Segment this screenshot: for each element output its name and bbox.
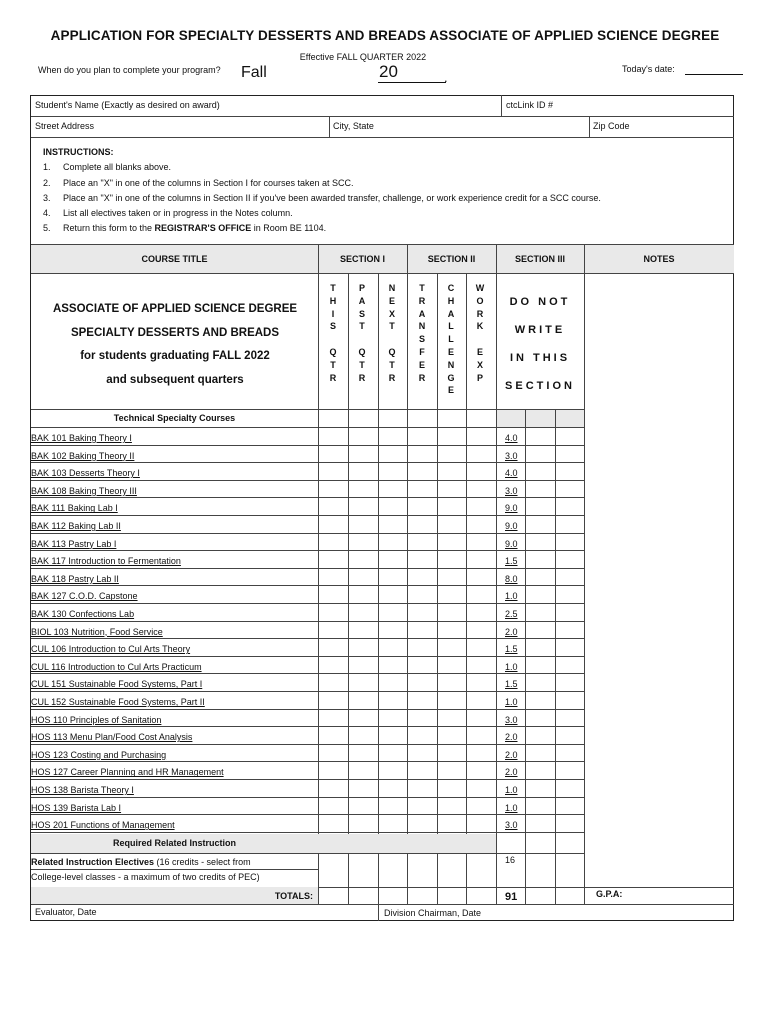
course-credits: 2.0 <box>505 749 518 760</box>
instruction-item: 3. Place an "X" in one of the columns in Section II if you've been awarded transfer, challenge, or work experience credit for a SCC course. <box>43 192 601 203</box>
divider <box>501 95 502 116</box>
year-underline <box>378 82 446 83</box>
course-title: BAK 101 Baking Theory I <box>31 433 132 443</box>
course-title: BAK 112 Baking Lab II <box>31 521 121 531</box>
section-1-header: SECTION I <box>339 254 385 264</box>
course-credits: 3.0 <box>505 450 518 461</box>
course-credits: 4.0 <box>505 468 518 479</box>
grid-line <box>31 744 585 745</box>
grid-line <box>31 427 585 428</box>
completion-quarter-value[interactable]: Fall <box>241 64 267 81</box>
year-dot: . <box>444 70 448 85</box>
grid-line <box>31 497 585 498</box>
related-instruction-heading: Required Related Instruction <box>112 838 237 848</box>
grid-line <box>31 550 585 551</box>
course-credits: 1.0 <box>505 591 518 602</box>
ctclink-id-field[interactable]: ctcLink ID # <box>506 100 554 110</box>
grid-line <box>407 244 408 904</box>
column-header-letters: N E X T Q T R <box>388 283 396 383</box>
course-credits: 9.0 <box>505 503 518 514</box>
course-title: BAK 117 Introduction to Fermentation <box>31 556 181 567</box>
todays-date-field[interactable] <box>685 74 743 75</box>
course-credits: 9.0 <box>505 521 518 531</box>
instruction-item: 1. Complete all blanks above. <box>43 162 172 173</box>
course-credits: 4.0 <box>505 433 518 443</box>
grid-line <box>584 244 585 904</box>
course-credits: 2.0 <box>505 626 518 637</box>
grid-line <box>31 709 585 710</box>
column-header-letters: T H I S Q T R <box>329 283 337 383</box>
completion-year-value[interactable]: 20 <box>379 62 398 81</box>
course-credits: 9.0 <box>505 538 518 549</box>
divider <box>31 116 734 117</box>
course-credits: 3.0 <box>505 714 518 725</box>
course-title: HOS 113 Menu Plan/Food Cost Analysis <box>31 732 193 743</box>
course-title: CUL 116 Introduction to Cul Arts Practicum <box>31 661 202 672</box>
instructions <box>43 145 601 237</box>
grid-line <box>31 869 318 870</box>
column-header-letters: C H A L L E N G E <box>447 283 455 396</box>
totals-label: TOTALS: <box>274 891 313 901</box>
grid-line <box>31 533 585 534</box>
course-title: HOS 127 Career Planning and HR Management <box>31 767 224 778</box>
grid-line <box>31 480 585 481</box>
course-title: HOS 110 Principles of Sanitation <box>31 714 162 725</box>
course-title: HOS 201 Functions of Management <box>31 820 175 831</box>
instruction-item: 5. Return this form to the REGISTRAR'S OFFICE in Room BE 1104. <box>43 223 327 234</box>
course-title: HOS 138 Barista Theory I <box>31 785 134 795</box>
grid-line <box>31 638 585 639</box>
grid-line <box>31 726 585 727</box>
course-title: BAK 108 Baking Theory III <box>31 485 137 496</box>
gpa-label: G.P.A: <box>596 889 623 899</box>
course-credits: 3.0 <box>505 820 518 831</box>
totals-value: 91 <box>505 891 518 903</box>
grid-line <box>31 445 585 446</box>
course-title: BAK 102 Baking Theory II <box>31 450 135 461</box>
course-title: BAK 111 Baking Lab I <box>31 503 118 514</box>
instruction-item: 2. Place an "X" in one of the columns in Section I for courses taken at SCC. <box>43 177 354 188</box>
grid-line <box>466 273 467 904</box>
course-credits: 8.0 <box>505 573 518 584</box>
grid-line <box>31 779 585 780</box>
course-title: BAK 103 Desserts Theory I <box>31 468 140 479</box>
evaluator-date-field[interactable]: Evaluator, Date <box>35 907 97 917</box>
grid-line <box>31 515 585 516</box>
completion-label: When do you plan to complete your program? <box>38 65 221 75</box>
column-header-letters: W O R K E X P <box>475 283 485 383</box>
course-title: BIOL 103 Nutrition, Food Service <box>31 626 163 637</box>
course-credits: 2.5 <box>505 609 518 619</box>
division-chairman-date-field[interactable]: Division Chairman, Date <box>384 908 482 918</box>
divider <box>31 244 734 245</box>
do-not-write-notice: DO NOT WRITE IN THIS SECTION <box>505 296 575 392</box>
grid-line <box>31 568 585 569</box>
grid-line <box>31 462 585 463</box>
course-title: BAK 118 Pastry Lab II <box>31 573 119 584</box>
course-title: CUL 151 Sustainable Food Systems, Part I <box>31 679 203 690</box>
section-2-header: SECTION II <box>427 254 476 264</box>
course-credits: 1.0 <box>505 802 518 813</box>
course-title: CUL 152 Sustainable Food Systems, Part II <box>31 697 205 707</box>
effective-quarter: Effective FALL QUARTER 2022 <box>299 52 427 62</box>
grid-line <box>31 797 585 798</box>
course-credits: 2.0 <box>505 767 518 778</box>
city-state-field[interactable]: City, State <box>333 121 374 131</box>
form-title: APPLICATION FOR SPECIALTY DESSERTS AND BREADS ASSOCIATE OF APPLIED SCIENCE DEGREE <box>50 28 720 43</box>
divider <box>31 273 734 274</box>
grid-line <box>437 273 438 904</box>
divider <box>31 137 734 138</box>
course-credits: 1.5 <box>505 679 518 690</box>
grid-line <box>378 904 379 921</box>
course-credits: 1.5 <box>505 644 518 655</box>
course-title: CUL 106 Introduction to Cul Arts Theory <box>31 644 191 655</box>
course-title-header: COURSE TITLE <box>141 254 208 264</box>
section-3-header: SECTION III <box>514 254 565 264</box>
grid-line <box>31 585 585 586</box>
grid-line <box>378 273 379 904</box>
course-title: BAK 127 C.O.D. Capstone <box>31 591 138 602</box>
column-header-letters: P A S T Q T R <box>358 283 366 383</box>
course-credits: 2.0 <box>505 732 518 743</box>
electives-credits: 16 <box>505 855 516 865</box>
course-credits: 3.0 <box>505 485 518 496</box>
column-header-letters: T R A N S F E R <box>418 283 426 383</box>
instruction-item: 4. List all electives taken or in progress in the Notes column. <box>43 208 293 219</box>
grid-line <box>31 814 585 815</box>
divider <box>589 116 590 137</box>
course-credits: 1.0 <box>505 785 518 795</box>
grid-line <box>318 244 319 904</box>
course-title: BAK 113 Pastry Lab I <box>31 538 117 549</box>
degree-name: ASSOCIATE OF APPLIED SCIENCE DEGREE SPECIALTY DESSERTS AND BREADS for students graduating FALL 2022 and subsequent quarters <box>52 303 298 386</box>
course-title: HOS 139 Barista Lab I <box>31 802 122 813</box>
grid-line <box>496 244 497 904</box>
instructions-heading: INSTRUCTIONS: <box>43 147 114 157</box>
grid-line <box>31 853 585 854</box>
notes-header: NOTES <box>643 254 675 264</box>
grid-line <box>31 832 585 833</box>
zip-code-field[interactable]: Zip Code <box>593 121 630 131</box>
electives-label: Related Instruction Electives (16 credits - select from <box>31 857 251 867</box>
grid-line <box>31 656 585 657</box>
grid-line <box>31 673 585 674</box>
course-credits: 1.0 <box>505 697 518 707</box>
technical-courses-heading: Technical Specialty Courses <box>113 413 236 423</box>
grid-line <box>31 761 585 762</box>
course-title: HOS 123 Costing and Purchasing <box>31 749 167 760</box>
todays-date-label: Today's date: <box>622 64 675 74</box>
grid-line <box>31 904 734 905</box>
street-address-field[interactable]: Street Address <box>35 121 95 131</box>
grid-line <box>31 603 585 604</box>
student-name-field[interactable]: Student's Name (Exactly as desired on award) <box>35 100 220 110</box>
divider <box>329 116 330 137</box>
grid-line <box>31 621 585 622</box>
section-3-shade <box>496 410 584 427</box>
course-title: BAK 130 Confections Lab <box>31 609 135 619</box>
course-credits: 1.0 <box>505 661 518 672</box>
grid-line <box>31 691 585 692</box>
electives-note: College-level classes - a maximum of two credits of PEC) <box>31 872 260 882</box>
course-credits: 1.5 <box>505 556 518 567</box>
grid-line <box>348 273 349 904</box>
